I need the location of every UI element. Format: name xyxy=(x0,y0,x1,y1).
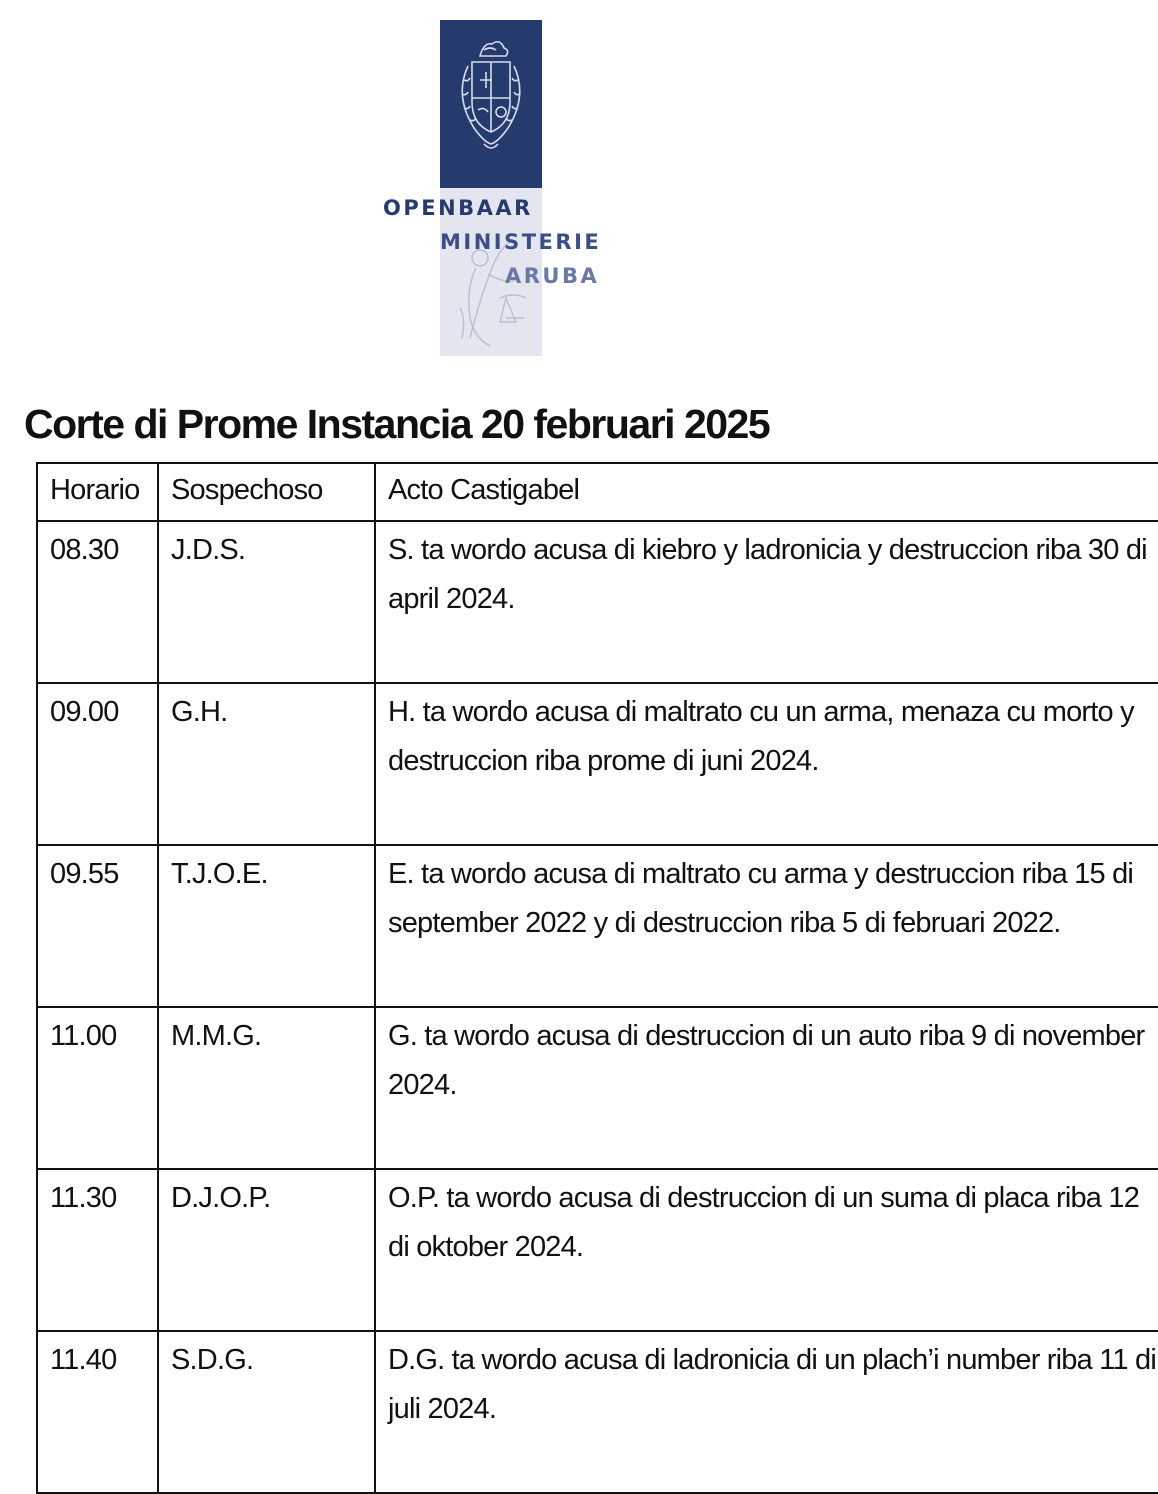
cell-time: 11.30 xyxy=(37,1169,158,1331)
cell-suspect: M.M.G. xyxy=(158,1007,375,1169)
header-suspect: Sospechoso xyxy=(158,463,375,521)
cell-suspect: J.D.S. xyxy=(158,521,375,683)
cell-suspect: S.D.G. xyxy=(158,1331,375,1493)
cell-act: G. ta wordo acusa di destruccion di un auto riba 9 di november 2024. xyxy=(375,1007,1158,1169)
cell-suspect: G.H. xyxy=(158,683,375,845)
table-row xyxy=(37,1007,1158,1169)
coat-of-arms-icon xyxy=(440,20,542,188)
header-time: Horario xyxy=(37,463,158,521)
cell-act: H. ta wordo acusa di maltrato cu un arma, menaza cu morto y destruccion riba prome di juni 2024. xyxy=(375,683,1158,845)
table-row xyxy=(37,845,1158,1007)
coat-of-arms-emblem xyxy=(440,20,542,188)
cell-suspect: D.J.O.P. xyxy=(158,1169,375,1331)
table-header-row xyxy=(37,463,1158,521)
logo-text-ministerie: MINISTERIE xyxy=(440,230,602,254)
header-act: Acto Castigabel xyxy=(375,463,1158,521)
openbaar-ministerie-logo xyxy=(383,20,623,358)
logo-text-aruba: ARUBA xyxy=(505,264,600,288)
page-title: Corte di Prome Instancia 20 februari 2025 xyxy=(24,401,770,447)
table-row xyxy=(37,1331,1158,1493)
table-row xyxy=(37,521,1158,683)
cell-time: 08.30 xyxy=(37,521,158,683)
cell-time: 11.00 xyxy=(37,1007,158,1169)
cell-suspect: T.J.O.E. xyxy=(158,845,375,1007)
cell-act: D.G. ta wordo acusa di ladronicia di un plach’i number riba 11 di juli 2024. xyxy=(375,1331,1158,1493)
cell-time: 09.55 xyxy=(37,845,158,1007)
cell-time: 11.40 xyxy=(37,1331,158,1493)
logo-text-openbaar: OPENBAAR xyxy=(383,196,533,220)
cell-time: 09.00 xyxy=(37,683,158,845)
cell-act: E. ta wordo acusa di maltrato cu arma y destruccion riba 15 di september 2022 y di destruccion riba 5 di februari 2022. xyxy=(375,845,1158,1007)
table-row xyxy=(37,1169,1158,1331)
cell-act: S. ta wordo acusa di kiebro y ladronicia y destruccion riba 30 di april 2024. xyxy=(375,521,1158,683)
cell-act: O.P. ta wordo acusa di destruccion di un suma di placa riba 12 di oktober 2024. xyxy=(375,1169,1158,1331)
table-row xyxy=(37,683,1158,845)
court-schedule-table xyxy=(36,462,1158,1494)
